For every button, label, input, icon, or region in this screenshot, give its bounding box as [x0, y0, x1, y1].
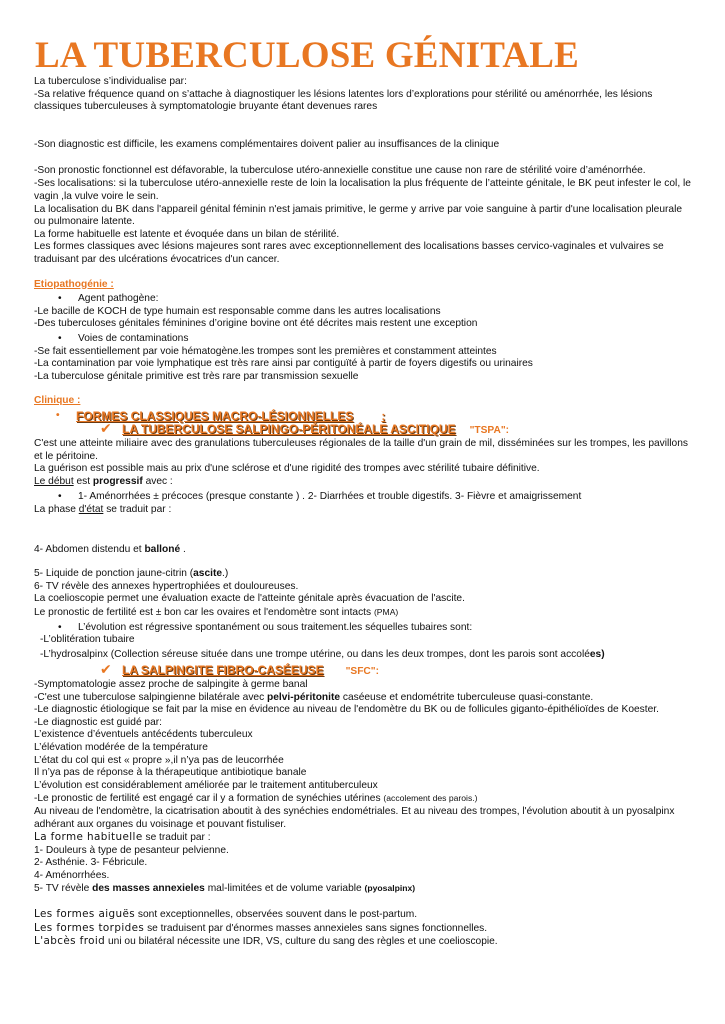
sfc-line-9: L’évolution est considérablement améliorée par le traitement antituberculeux [34, 779, 378, 791]
tspa-phase-pre: La phase [34, 504, 79, 516]
autres-line-3 [34, 935, 691, 949]
bullet-icon: • [58, 293, 62, 305]
tspa-line-3-end: avec : [142, 475, 173, 487]
intro-line-7: La forme habituelle est latente et évoquée dans un bilan de stérilité. [34, 228, 340, 240]
tspa-evolution-label: L’évolution est régressive spontanément ou sous traitement.les séquelles tubaires sont: [78, 621, 473, 633]
checkmark-icon: ✔ [100, 661, 112, 678]
sfc-tv-pre: 5- TV révèle [34, 883, 93, 895]
formes-classiques-heading [56, 410, 691, 423]
etio-heading: Etiopathogénie : [34, 278, 114, 290]
tspa-symptoms-label: 1- Aménorrhées ± précoces (presque constante ) . 2- Diarrhées et trouble digestifs. 3- Fièvre et amaigrissement [78, 491, 582, 503]
sfc-line-16 [34, 882, 691, 896]
sfc-line-3: -Le diagnostic étiologique se fait par la mise en évidence au niveau de l'endomètre du BK ou de follicules giganto-épithélioïdes de Koester. [34, 704, 659, 716]
intro-line-5: -Ses localisations: si la tuberculose utéro-annexielle reste de loin la localisation la plus fréquente de l’atteinte génitale, le BK peut infester le col, le vagin ,la vulve voire le sein. [34, 178, 691, 202]
sfc-pyosalpinx: (pyosalpinx) [364, 883, 416, 894]
tspa-line-13 [40, 649, 691, 662]
sfc-line-2 [34, 692, 691, 705]
tspa-line-8: 6- TV révèle des annexes hypertrophiées et douloureuses. [34, 580, 299, 592]
checkmark-icon: ✔ [100, 420, 112, 437]
sfc-line-12-post: se traduit par : [142, 832, 211, 844]
autres-line-1 [34, 908, 691, 922]
formes-classiques-label: FORMES CLASSIQUES MACRO-LÉSIONNELLES [76, 408, 354, 423]
bullet-icon: • [58, 332, 62, 344]
tspa-phase-etat: d'état [78, 504, 104, 516]
autres-line-2 [34, 922, 691, 936]
tspa-pma: (PMA) [373, 607, 399, 617]
tspa-line-1: C'est une atteinte miliaire avec des granulations tuberculeuses régionales de la taille d'un grain de mil, disséminées sur les trompes, les pavillons et le péritoine. [34, 438, 688, 462]
tspa-pronostic: Le pronostic de fertilité est ± bon car les ovaires et l'endomètre sont intacts [34, 607, 374, 618]
tspa-line-3 [34, 476, 691, 489]
sfc-heading [100, 663, 691, 679]
sfc-line-14: 2- Asthénie. 3- Fébricule. [34, 857, 148, 869]
etio-bullet-voies-label: Voies de contaminations [78, 332, 189, 344]
tspa-line-10 [34, 606, 691, 620]
tspa-evolution [58, 622, 691, 635]
sfc-line-2-pre: -C'est une tuberculose salpingienne bilatérale avec [34, 691, 268, 703]
bullet-icon: • [58, 621, 62, 633]
intro-line-4: -Son pronostic fonctionnel est défavorable, la tuberculose utéro-annexielle constitue une cause non rare de stérilité voire d’aménorrhée. [34, 165, 646, 177]
autres-line-1-post: sont exceptionnelles, observées souvent dans le post-partum. [135, 909, 418, 921]
sfc-line-4: -Le diagnostic est guidé par: [34, 716, 162, 728]
formes-classiques-colon: : [381, 408, 386, 423]
bullet-icon: • [56, 409, 60, 421]
sfc-line-2-post: caséeuse et endométrite tuberculeuse quasi-constante. [340, 691, 594, 703]
autres-line-2-post: se traduisent par d'énormes masses annexieles sans signes fonctionnelles. [144, 922, 488, 934]
clinique-heading: Clinique : [34, 395, 81, 407]
tspa-line-9: La coelioscopie permet une évaluation exacte de l'atteinte génitale après évacuation de l'ascite. [34, 593, 465, 605]
sfc-line-12 [34, 831, 691, 845]
etio-bullet-voies [58, 333, 691, 346]
etio-line-2: -Des tuberculoses génitales féminines d’origine bovine ont été décrites mais restent une exception [34, 318, 478, 330]
etiopathogenie-section [34, 279, 691, 384]
abces-froid: L'abcès froid [34, 935, 106, 948]
etio-line-5: -La tuberculose génitale primitive est très rare par transmission sexuelle [34, 370, 359, 382]
tspa-phase-post: se traduit par : [103, 504, 172, 516]
tspa-liquide: 5- Liquide de ponction jaune-citrin ( [34, 568, 194, 580]
formes-torpides: Les formes torpides [34, 921, 145, 934]
etio-bullet-agent [58, 293, 691, 306]
autres-line-3-post: uni ou bilatéral nécessite une IDR, VS, culture du sang des règles et une coelioscopie. [105, 936, 498, 948]
etio-line-4: -La contamination par voie lymphatique est très rare ainsi par contiguïté à partir de foyers digestifs ou urinaires [34, 358, 533, 370]
tspa-symptoms [58, 491, 691, 504]
sfc-line-11: Au niveau de l'endomètre, la cicatrisation aboutit à des synéchies endométriales. Et au niveau des trompes, l'évolution aboutit à un pyosalpinx adhérant aux organes du voisinage et pouvant fistuliser. [34, 805, 675, 830]
etio-line-3: -Se fait essentiellement par voie hématogène.les trompes sont les premières et constamment atteintes [34, 345, 497, 357]
tspa-line-7 [34, 568, 691, 581]
page-title: LA TUBERCULOSE GÉNITALE [35, 35, 580, 76]
sfc-line-15: 4- Aménorrhées. [34, 869, 110, 881]
sfc-line-6: L’élévation modérée de la température [34, 741, 208, 753]
sfc-line-10 [34, 792, 691, 806]
clinique-section [34, 395, 691, 896]
etio-line-1: -Le bacille de KOCH de type humain est responsable comme dans les autres localisations [34, 305, 441, 317]
tspa-hydrosalpinx-end: es) [589, 648, 605, 660]
tspa-line-3-mid: est [73, 475, 93, 487]
tspa-line-7-end: .) [222, 568, 229, 580]
tspa-heading-label: LA TUBERCULOSE SALPINGO-PÉRITONÉALE ASCITIQUE [122, 422, 456, 437]
tspa-debut-label: Le début [34, 475, 74, 487]
tspa-ascite: ascite [193, 568, 223, 580]
sfc-line-7: L’état du col qui est « propre »,il n’ya pas de leucorrhée [34, 754, 284, 766]
tspa-heading [100, 422, 691, 438]
sfc-pronostic: -Le pronostic de fertilité est engagé car il y a formation de synéchies utérines [34, 793, 384, 805]
sfc-accolement: (accolement des parois.) [383, 793, 478, 804]
tspa-ballone: balloné [144, 543, 181, 555]
sfc-line-13: 1- Douleurs à type de pesanteur pelvienne. [34, 844, 229, 856]
intro-line-1: La tuberculose s’individualise par: [34, 76, 187, 87]
sfc-masses: des masses annexieles [92, 883, 205, 895]
etio-bullet-agent-label: Agent pathogène: [78, 293, 159, 305]
sfc-pelvi-peritonite: pelvi-péritonite [267, 691, 341, 703]
sfc-line-1: -Symptomatologie assez proche de salpingite à germe banal [34, 678, 308, 690]
tspa-line-12: -L’oblitération tubaire [40, 634, 135, 646]
sfc-tv-mid: mal-limitées et de volume variable [204, 883, 365, 895]
formes-aigues: Les formes aiguës [34, 908, 136, 921]
tspa-tag: "TSPA": [469, 425, 510, 437]
sfc-line-8: Il n’ya pas de réponse à la thérapeutique antibiotique banale [34, 767, 307, 779]
tspa-line-5 [34, 504, 691, 517]
autres-formes-section [34, 908, 691, 949]
tspa-line-6-end: . [180, 543, 186, 555]
intro-section [34, 76, 691, 267]
tspa-line-6 [34, 544, 691, 557]
tspa-abdomen: 4- Abdomen distendu et [34, 543, 145, 555]
tspa-hydrosalpinx: -L’hydrosalpinx (Collection séreuse située dans une trompe utérine, ou dans les deux trompes, dont les parois sont accolé [40, 648, 590, 660]
sfc-line-5: L’existence d’éventuels antécédents tuberculeux [34, 729, 253, 741]
tspa-progressif: progressif [92, 475, 143, 487]
sfc-tag: "SFC": [345, 666, 380, 678]
intro-line-8: Les formes classiques avec lésions majeures sont rares avec exceptionnellement des localisations basses cervico-vaginales et vulvaires se traduisant par des ulcérations évocatrices d'un cancer. [34, 241, 664, 265]
bullet-icon: • [58, 491, 62, 503]
intro-line-3: -Son diagnostic est difficile, les examens complémentaires doivent palier au insuffisances de la clinique [34, 138, 500, 150]
intro-line-2: -Sa relative fréquence quand on s’attache à diagnostiquer les lésions latentes lors d’explorations pour stérilité ou aménorrhée, les lésions classiques tuberculeuses à symptomatologie bruyante étant devenues rares [34, 88, 653, 113]
sfc-heading-label: LA SALPINGITE FIBRO-CASÉEUSE [122, 663, 324, 678]
sfc-forme-habituelle: La forme habituelle [34, 831, 143, 844]
intro-line-6: La localisation du BK dans l'appareil génital féminin n'est jamais primitive, le germe y arrive par voie sanguine à partir d'une localisation pleurale ou pulmonaire latente. [34, 203, 682, 228]
tspa-line-2: La guérison est possible mais au prix d'une sclérose et d'une rigidité des trompes avec stérilité tubaire définitive. [34, 463, 540, 475]
